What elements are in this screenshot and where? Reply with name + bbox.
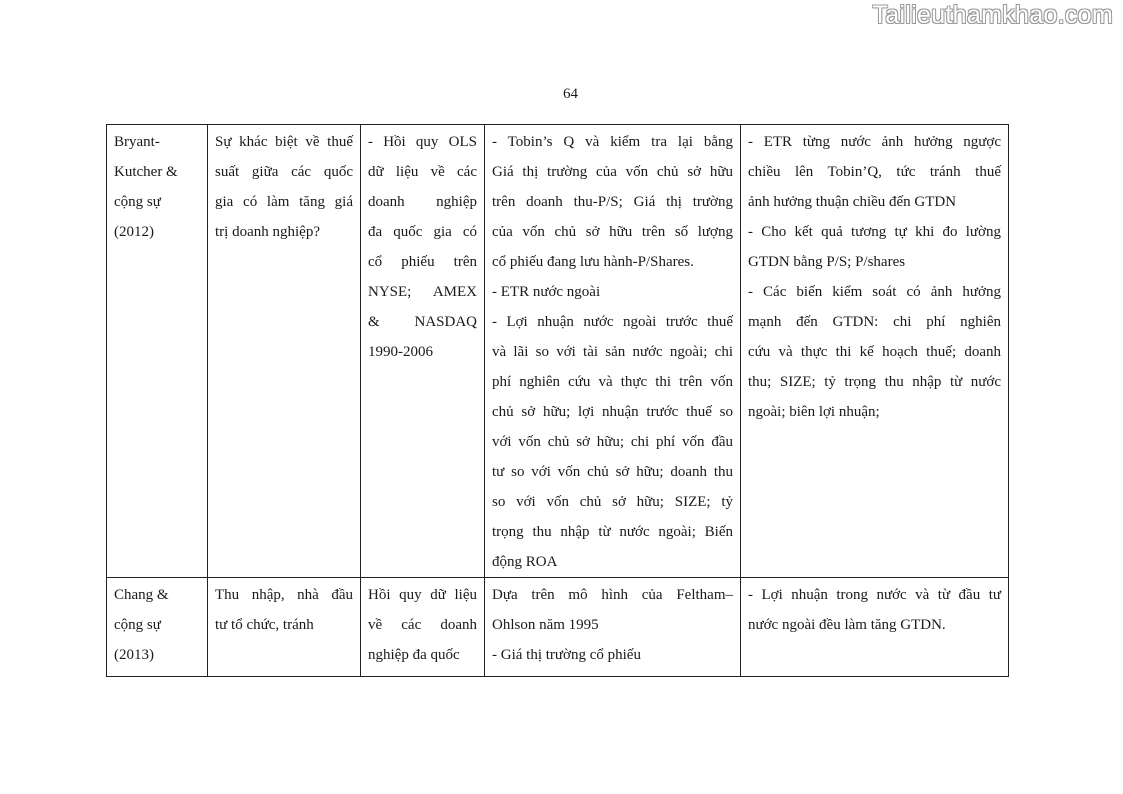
cell-line: của vốn chủ sở hữu trên số lượng [492,224,733,240]
author-cell [107,578,208,677]
cell-line: - Giá thị trường cổ phiếu [492,647,641,663]
cell-line: Ohlson năm 1995 [492,617,599,633]
cell-line: 1990-2006 [368,344,433,360]
cell-line: tư tổ chức, tránh [215,617,314,633]
cell-line: - Các biến kiểm soát có ảnh hưởng [748,284,1001,300]
cell-line: Sự khác biệt về thuế [215,134,353,150]
cell-line: trên doanh thu-P/S; Giá thị trường [492,194,733,210]
cell-line: mạnh đến GTDN: chi phí nghiên [748,314,1001,330]
cell-line: trị doanh nghiệp? [215,224,320,240]
cell-line: và lãi so với tài sản nước ngoài; chi [492,344,733,360]
cell-line: Chang & [114,587,169,603]
variables-cell [485,125,741,578]
cell-line: nghiệp đa quốc [368,647,460,663]
cell-line: Bryant- [114,134,160,150]
cell-line: Thu nhập, nhà đầu [215,587,353,603]
cell-line: nước ngoài đều làm tăng GTDN. [748,617,946,633]
cell-line: động ROA [492,554,558,570]
cell-line: ảnh hưởng thuận chiều đến GTDN [748,194,957,210]
cell-line: ngoài; biên lợi nhuận; [748,404,880,420]
method-cell [361,125,485,578]
table-row [107,125,1009,578]
cell-line: (2013) [114,647,154,663]
author-cell [107,125,208,578]
results-cell [741,125,1009,578]
cell-line: cộng sự [114,194,161,210]
research-question-cell [208,125,361,578]
cell-line: chiều lên Tobin’Q, tức tránh thuế [748,164,1001,180]
cell-line: Kutcher & [114,164,178,180]
cell-line: Giá thị trường của vốn chủ sở hữu [492,164,733,180]
cell-line: GTDN bằng P/S; P/shares [748,254,906,270]
cell-line: chủ sở hữu; lợi nhuận trước thuế so [492,404,733,420]
research-question-cell [208,578,361,677]
cell-line: dữ liệu về các [368,164,477,180]
cell-line: - Lợi nhuận trong nước và từ đầu tư [748,587,1001,603]
cell-line: - ETR nước ngoài [492,284,601,300]
literature-review-table [106,124,1009,677]
cell-line: cổ phiếu trên [368,254,477,270]
cell-line: NYSE; AMEX [368,284,477,300]
cell-line: gia có làm tăng giá [215,194,353,210]
cell-line: so với vốn chủ sở hữu; SIZE; tỷ [492,494,733,510]
watermark: Tailieuthamkhao.com [872,1,1113,29]
results-cell [741,578,1009,677]
cell-line: cộng sự [114,617,161,633]
cell-line: & NASDAQ [368,314,477,330]
cell-line: Dựa trên mô hình của Feltham– [492,587,733,603]
cell-line: cổ phiếu đang lưu hành-P/Shares. [492,254,694,270]
cell-line: với vốn chủ sở hữu; chi phí vốn đầu [492,434,733,450]
cell-line: Hồi quy dữ liệu [368,587,477,603]
method-cell [361,578,485,677]
cell-line: thu; SIZE; tỷ trọng thu nhập từ nước [748,374,1001,390]
cell-line: - Tobin’s Q và kiểm tra lại bằng [492,134,733,150]
cell-line: suất giữa các quốc [215,164,353,180]
cell-line: - Lợi nhuận nước ngoài trước thuế [492,314,733,330]
cell-line: cứu và thực thi kế hoạch thuế; doanh [748,344,1001,360]
variables-cell [485,578,741,677]
cell-line: trọng thu nhập từ nước ngoài; Biến [492,524,733,540]
cell-line: tư so với vốn chủ sở hữu; doanh thu [492,464,733,480]
cell-line: phí nghiên cứu và thực thi trên vốn [492,374,733,390]
cell-line: - Hồi quy OLS [368,134,477,150]
cell-line: (2012) [114,224,154,240]
cell-line: đa quốc gia có [368,224,477,240]
page-number: 64 [563,86,578,102]
cell-line: doanh nghiệp [368,194,477,210]
cell-line: về các doanh [368,617,477,633]
table-row [107,578,1009,677]
cell-line: - Cho kết quả tương tự khi đo lường [748,224,1001,240]
cell-line: - ETR từng nước ảnh hưởng ngược [748,134,1001,150]
